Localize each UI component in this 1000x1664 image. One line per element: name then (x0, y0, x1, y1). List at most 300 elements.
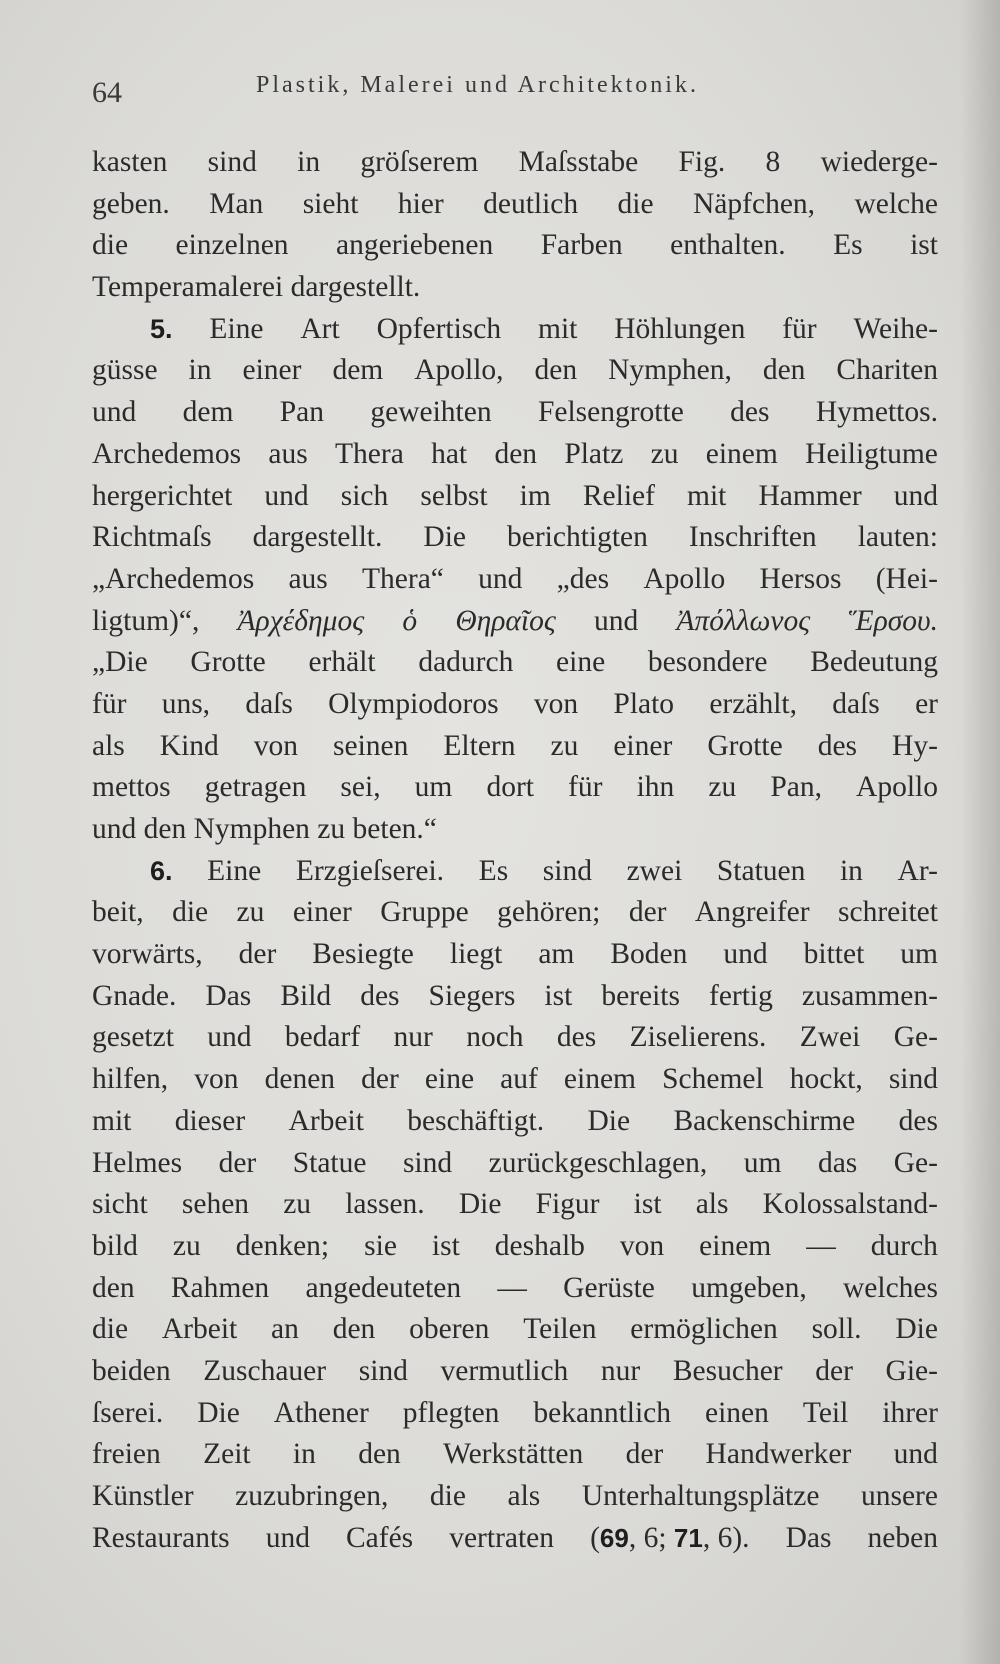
word: dargestellt. (252, 521, 383, 554)
page-header (92, 72, 872, 112)
word: 8 (765, 146, 781, 178)
word: Chariten (836, 354, 938, 387)
word: Zeit (203, 1438, 251, 1471)
word: und (893, 1438, 938, 1471)
text-line (92, 1476, 938, 1518)
word: Höhlungen (614, 312, 746, 345)
word: und (92, 396, 137, 429)
word: berichtigten (507, 521, 648, 554)
word: beiden (92, 1354, 171, 1387)
word: mit (538, 312, 578, 345)
word: Platz (564, 437, 624, 470)
word: zu (172, 1229, 201, 1262)
word: Ge- (893, 1021, 938, 1054)
word: die (172, 896, 209, 929)
word: der (218, 1146, 257, 1179)
word: Angreifer (694, 896, 810, 929)
text-line (92, 726, 938, 768)
word: für (782, 312, 817, 345)
word: eine (556, 646, 606, 679)
word: mettos (92, 771, 171, 804)
word: Athener (273, 1396, 369, 1429)
word: Gruppe (380, 896, 469, 929)
word: denken; (235, 1229, 330, 1262)
word: Θηραῖος (455, 604, 556, 637)
word: Die (587, 1104, 631, 1137)
word: Hymettos. (815, 396, 938, 429)
word: und (478, 562, 523, 595)
text-line (92, 1268, 938, 1310)
word: wiederge- (820, 146, 938, 178)
word: um (414, 771, 453, 804)
word: Weihe- (853, 312, 938, 345)
word: Ἀπόλλωνος (676, 604, 811, 637)
text-line (92, 309, 938, 351)
word: soll. (811, 1313, 862, 1346)
word: vermutlich (440, 1354, 569, 1387)
word: gröſserem (360, 146, 479, 178)
word: an (271, 1313, 299, 1346)
text-line (92, 350, 938, 392)
text-line (92, 392, 938, 434)
word: Grotte (707, 729, 783, 762)
text-line (92, 1226, 938, 1268)
word: beit, (92, 896, 144, 929)
word: Felsengrotte (537, 396, 684, 429)
word: einem (563, 1063, 637, 1096)
word: Thera (335, 437, 404, 470)
word: hier (397, 187, 444, 220)
section-number: 6. (150, 855, 173, 886)
citation: (69, 6; 71, 6). (590, 1521, 750, 1554)
word: unsere (860, 1480, 938, 1512)
word: erhält (308, 646, 376, 679)
word: das (817, 1146, 858, 1179)
word: sicht (92, 1188, 148, 1221)
word: Kolossalstand- (762, 1188, 938, 1221)
word: fertig (709, 979, 773, 1012)
word: von (253, 729, 299, 762)
text-line (92, 767, 938, 809)
word: die (92, 1313, 129, 1346)
word: sieht (302, 187, 359, 220)
word: güsse (92, 354, 158, 387)
word: welche (854, 187, 938, 220)
word: von (533, 687, 579, 720)
word: in (297, 146, 321, 178)
text-line (92, 934, 938, 976)
word: Opfertisch (376, 312, 502, 345)
word: des (730, 396, 770, 429)
word: und (264, 479, 309, 512)
word: zurückgeschlagen, (488, 1146, 708, 1179)
word: Fig. (678, 146, 726, 178)
word: und (265, 1521, 310, 1554)
word: welches (842, 1271, 938, 1304)
word: sind (542, 854, 592, 887)
word: enthalten. (670, 229, 786, 262)
word: Man (209, 187, 264, 220)
text-line (92, 1518, 938, 1560)
word: sind (402, 1146, 453, 1179)
word: sehen (181, 1188, 250, 1221)
word: sei, (340, 771, 381, 804)
word: ligtum)“, (92, 604, 200, 637)
word: Hy- (892, 729, 938, 762)
word: von (619, 1229, 665, 1262)
word: Temperamalerei dargestellt. (92, 271, 421, 304)
word: Nymphen, (608, 354, 732, 387)
word: denen (264, 1063, 336, 1096)
word: Apollo (643, 562, 726, 595)
word: der (361, 1063, 399, 1096)
word: für (92, 687, 127, 720)
word: der (815, 1354, 853, 1387)
word: Apollo (856, 771, 938, 804)
word: Archedemos (92, 437, 242, 470)
word: ist (544, 979, 573, 1012)
word: vorwärts, (92, 938, 203, 971)
word: Werkstätten (443, 1438, 584, 1471)
word: Das (785, 1521, 832, 1554)
word: einen (705, 1396, 769, 1429)
word: oberen (409, 1313, 490, 1346)
word: gesetzt (92, 1021, 174, 1054)
word: in (292, 1438, 316, 1471)
text-line (92, 1143, 938, 1185)
word: den (332, 1313, 376, 1346)
text-line (92, 1393, 938, 1435)
word: Plato (613, 687, 675, 720)
text-line (92, 267, 938, 309)
word: dieser (174, 1104, 246, 1137)
word: Grotte (190, 646, 266, 679)
word: pflegten (402, 1396, 500, 1429)
word: Thera“ (362, 562, 444, 595)
word: Eine (209, 312, 264, 345)
word: dadurch (418, 646, 514, 679)
word: den (358, 1438, 401, 1471)
word: dort (486, 771, 534, 804)
word: der (625, 1438, 664, 1471)
gutter-shadow (960, 0, 1000, 1664)
word: Besiegte (312, 938, 414, 971)
word: hat (431, 437, 468, 470)
word: einem (705, 437, 778, 470)
word: Pan (279, 396, 325, 429)
word: um (743, 1146, 782, 1179)
word: Eine (207, 854, 262, 887)
word: in (188, 354, 212, 387)
word: bedarf (284, 1021, 361, 1054)
word: sind (207, 146, 257, 178)
word: der (628, 896, 667, 929)
word: kasten (92, 146, 168, 178)
word: Besucher (672, 1354, 783, 1387)
word: als (507, 1480, 541, 1512)
word: — (497, 1271, 527, 1304)
text-line (92, 142, 938, 184)
word: Erzgieſserei. (295, 854, 445, 887)
word: er (915, 687, 938, 720)
word: ist (633, 1188, 662, 1221)
word: angedeuteten (305, 1271, 462, 1304)
word: Es (478, 854, 509, 887)
word: zu (550, 729, 579, 762)
word: Handwerker (705, 1438, 852, 1471)
word: sind (888, 1063, 938, 1096)
word: für (568, 771, 603, 804)
word: vertraten (449, 1521, 555, 1554)
word: auf (500, 1063, 538, 1096)
word: bild (92, 1229, 138, 1262)
text-line (92, 684, 938, 726)
word: Zwei (799, 1021, 861, 1054)
text-line (92, 809, 938, 851)
word: die (429, 1480, 466, 1512)
word: und den Nymphen zu beten.“ (92, 813, 437, 845)
word: durch (870, 1229, 938, 1262)
word: am (538, 938, 575, 971)
word: Olympiodoros (328, 687, 499, 720)
text-line (92, 225, 938, 267)
word: Relief (582, 479, 655, 512)
word: Art (300, 312, 340, 345)
word: bereits (601, 979, 680, 1012)
word: (Hei- (875, 562, 938, 595)
word: zu (283, 1188, 312, 1221)
word: Zuschauer (203, 1354, 327, 1387)
word: Ἀρχέδημος (237, 604, 365, 637)
word: Farben (540, 229, 623, 262)
word: gehören; (497, 896, 601, 929)
word: als (695, 1188, 729, 1221)
word: Backenschirme (673, 1104, 856, 1137)
word: Arbeit (288, 1104, 364, 1137)
word: noch (466, 1021, 524, 1054)
word: Cafés (345, 1521, 414, 1554)
text-line (92, 1017, 938, 1059)
word: freien (92, 1438, 161, 1471)
body-text (92, 142, 938, 1559)
word: Statuen (716, 854, 806, 887)
word: beschäftigt. (407, 1104, 545, 1137)
text-line (92, 184, 938, 226)
word: Maſsstabe (518, 146, 639, 178)
word: schreitet (838, 896, 938, 929)
word: des (817, 729, 858, 762)
word: Richtmaſs (92, 521, 212, 554)
word: aus (288, 562, 328, 595)
word: Die (423, 521, 466, 554)
word: um (900, 938, 938, 971)
word: Kind (159, 729, 219, 762)
word: Rahmen (170, 1271, 270, 1304)
text-line (92, 642, 938, 684)
word: bekanntlich (533, 1396, 672, 1429)
word: den (762, 354, 806, 387)
word: Gerüste (563, 1271, 655, 1304)
word: ihrer (882, 1396, 938, 1429)
word: zu (236, 896, 265, 929)
word: Das (205, 979, 252, 1012)
word: daſs (245, 687, 293, 720)
text-line (92, 1309, 938, 1351)
text-line (92, 851, 938, 893)
word: des (898, 1104, 938, 1137)
word: „Die (92, 646, 148, 679)
word: der (238, 938, 277, 971)
word: und (723, 938, 768, 971)
word: in (839, 854, 863, 887)
word: angeriebenen (336, 229, 494, 262)
text-line (92, 1184, 938, 1226)
word: zusammen- (801, 979, 938, 1012)
word: einem (699, 1229, 772, 1262)
word: Helmes (92, 1146, 183, 1179)
word: Arbeit (161, 1313, 238, 1346)
word: selbst (420, 479, 488, 512)
word: bittet (803, 938, 865, 971)
word: — (806, 1229, 836, 1262)
word: Künstler (92, 1480, 194, 1512)
word: erzählt, (709, 687, 797, 720)
word: Pan, (770, 771, 822, 804)
word: Ἕρσου. (848, 604, 938, 637)
word: Gie- (885, 1354, 938, 1387)
word: ὁ (402, 604, 418, 637)
word: Gnade. (92, 979, 177, 1012)
word: und (893, 479, 938, 512)
word: Bedeutung (810, 646, 938, 679)
word: geweihten (370, 396, 492, 429)
word: umgeben, (691, 1271, 807, 1304)
word: Figur (535, 1188, 600, 1221)
word: Eltern (443, 729, 516, 762)
word: lassen. (345, 1188, 425, 1221)
text-line (92, 1434, 938, 1476)
word: dem (332, 354, 384, 387)
word: Boden (610, 938, 688, 971)
word: eine (424, 1063, 475, 1096)
running-head: Plastik, Malerei und Architektonik. (256, 72, 699, 98)
word: hockt, (789, 1063, 863, 1096)
word: Näpfchen, (693, 187, 816, 220)
word: des (556, 1021, 597, 1054)
word: einer (292, 896, 352, 929)
word: Inschriften (688, 521, 817, 554)
word: aus (268, 437, 308, 470)
word: seinen (333, 729, 409, 762)
word: deutlich (483, 187, 579, 220)
word: Die (895, 1313, 938, 1346)
word: Ziselierens. (629, 1021, 767, 1054)
word: dem (182, 396, 234, 429)
word: Apollo, (414, 354, 504, 387)
word: Unterhaltungsplätze (581, 1480, 820, 1512)
word: einzelnen (175, 229, 289, 262)
word: und (207, 1021, 252, 1054)
word: neben (867, 1521, 938, 1554)
word: ist (910, 229, 938, 262)
word: die (617, 187, 654, 220)
word: des (360, 979, 400, 1012)
word: ihn (636, 771, 675, 804)
word: als (92, 729, 125, 762)
word: getragen (204, 771, 307, 804)
word: Hersos (759, 562, 842, 595)
word: mit (687, 479, 727, 512)
text-line (92, 1351, 938, 1393)
word: mit (92, 1104, 132, 1137)
word: Ge- (893, 1146, 938, 1179)
text-line (92, 892, 938, 934)
word: Restaurants (92, 1521, 230, 1554)
word: hergerichtet (92, 479, 233, 512)
word: „Archedemos (92, 562, 255, 595)
word: zu (708, 771, 737, 804)
word: einer (242, 354, 302, 387)
word: zuzubringen, (235, 1480, 389, 1512)
word: Hammer (758, 479, 862, 512)
word: liegt (449, 938, 503, 971)
word: Teil (802, 1396, 849, 1429)
word: besondere (647, 646, 768, 679)
word: im (519, 479, 551, 512)
word: ermöglichen (630, 1313, 778, 1346)
text-line (92, 601, 938, 643)
word: Bild (280, 979, 332, 1012)
text-line (92, 559, 938, 601)
word: nur (393, 1021, 433, 1054)
text-line (92, 517, 938, 559)
section-number: 5. (150, 313, 173, 344)
word: ist (431, 1229, 460, 1262)
word: sie (364, 1229, 397, 1262)
word: Die (197, 1396, 240, 1429)
text-line (92, 1059, 938, 1101)
word: zu (650, 437, 679, 470)
word: die (92, 229, 129, 262)
word: den (534, 354, 578, 387)
text-line (92, 434, 938, 476)
word: den (494, 437, 538, 470)
word: den (92, 1271, 135, 1304)
text-line (92, 476, 938, 518)
text-line (92, 1101, 938, 1143)
word: hilfen, (92, 1063, 169, 1096)
word: Heiligtume (805, 437, 938, 470)
page-number: 64 (92, 76, 122, 109)
word: Es (833, 229, 863, 262)
word: Schemel (662, 1063, 764, 1096)
word: uns, (161, 687, 211, 720)
word: von (194, 1063, 239, 1096)
word: sich (340, 479, 389, 512)
word: Siegers (428, 979, 516, 1012)
word: daſs (832, 687, 880, 720)
word: „des (556, 562, 610, 595)
word: und (594, 604, 639, 637)
word: geben. (92, 187, 170, 220)
word: ſserei. (92, 1396, 164, 1429)
word: Die (458, 1188, 502, 1221)
word: sind (358, 1354, 408, 1387)
word: Teilen (523, 1313, 597, 1346)
word: nur (600, 1354, 641, 1387)
word: einer (613, 729, 673, 762)
word: zwei (626, 854, 683, 887)
